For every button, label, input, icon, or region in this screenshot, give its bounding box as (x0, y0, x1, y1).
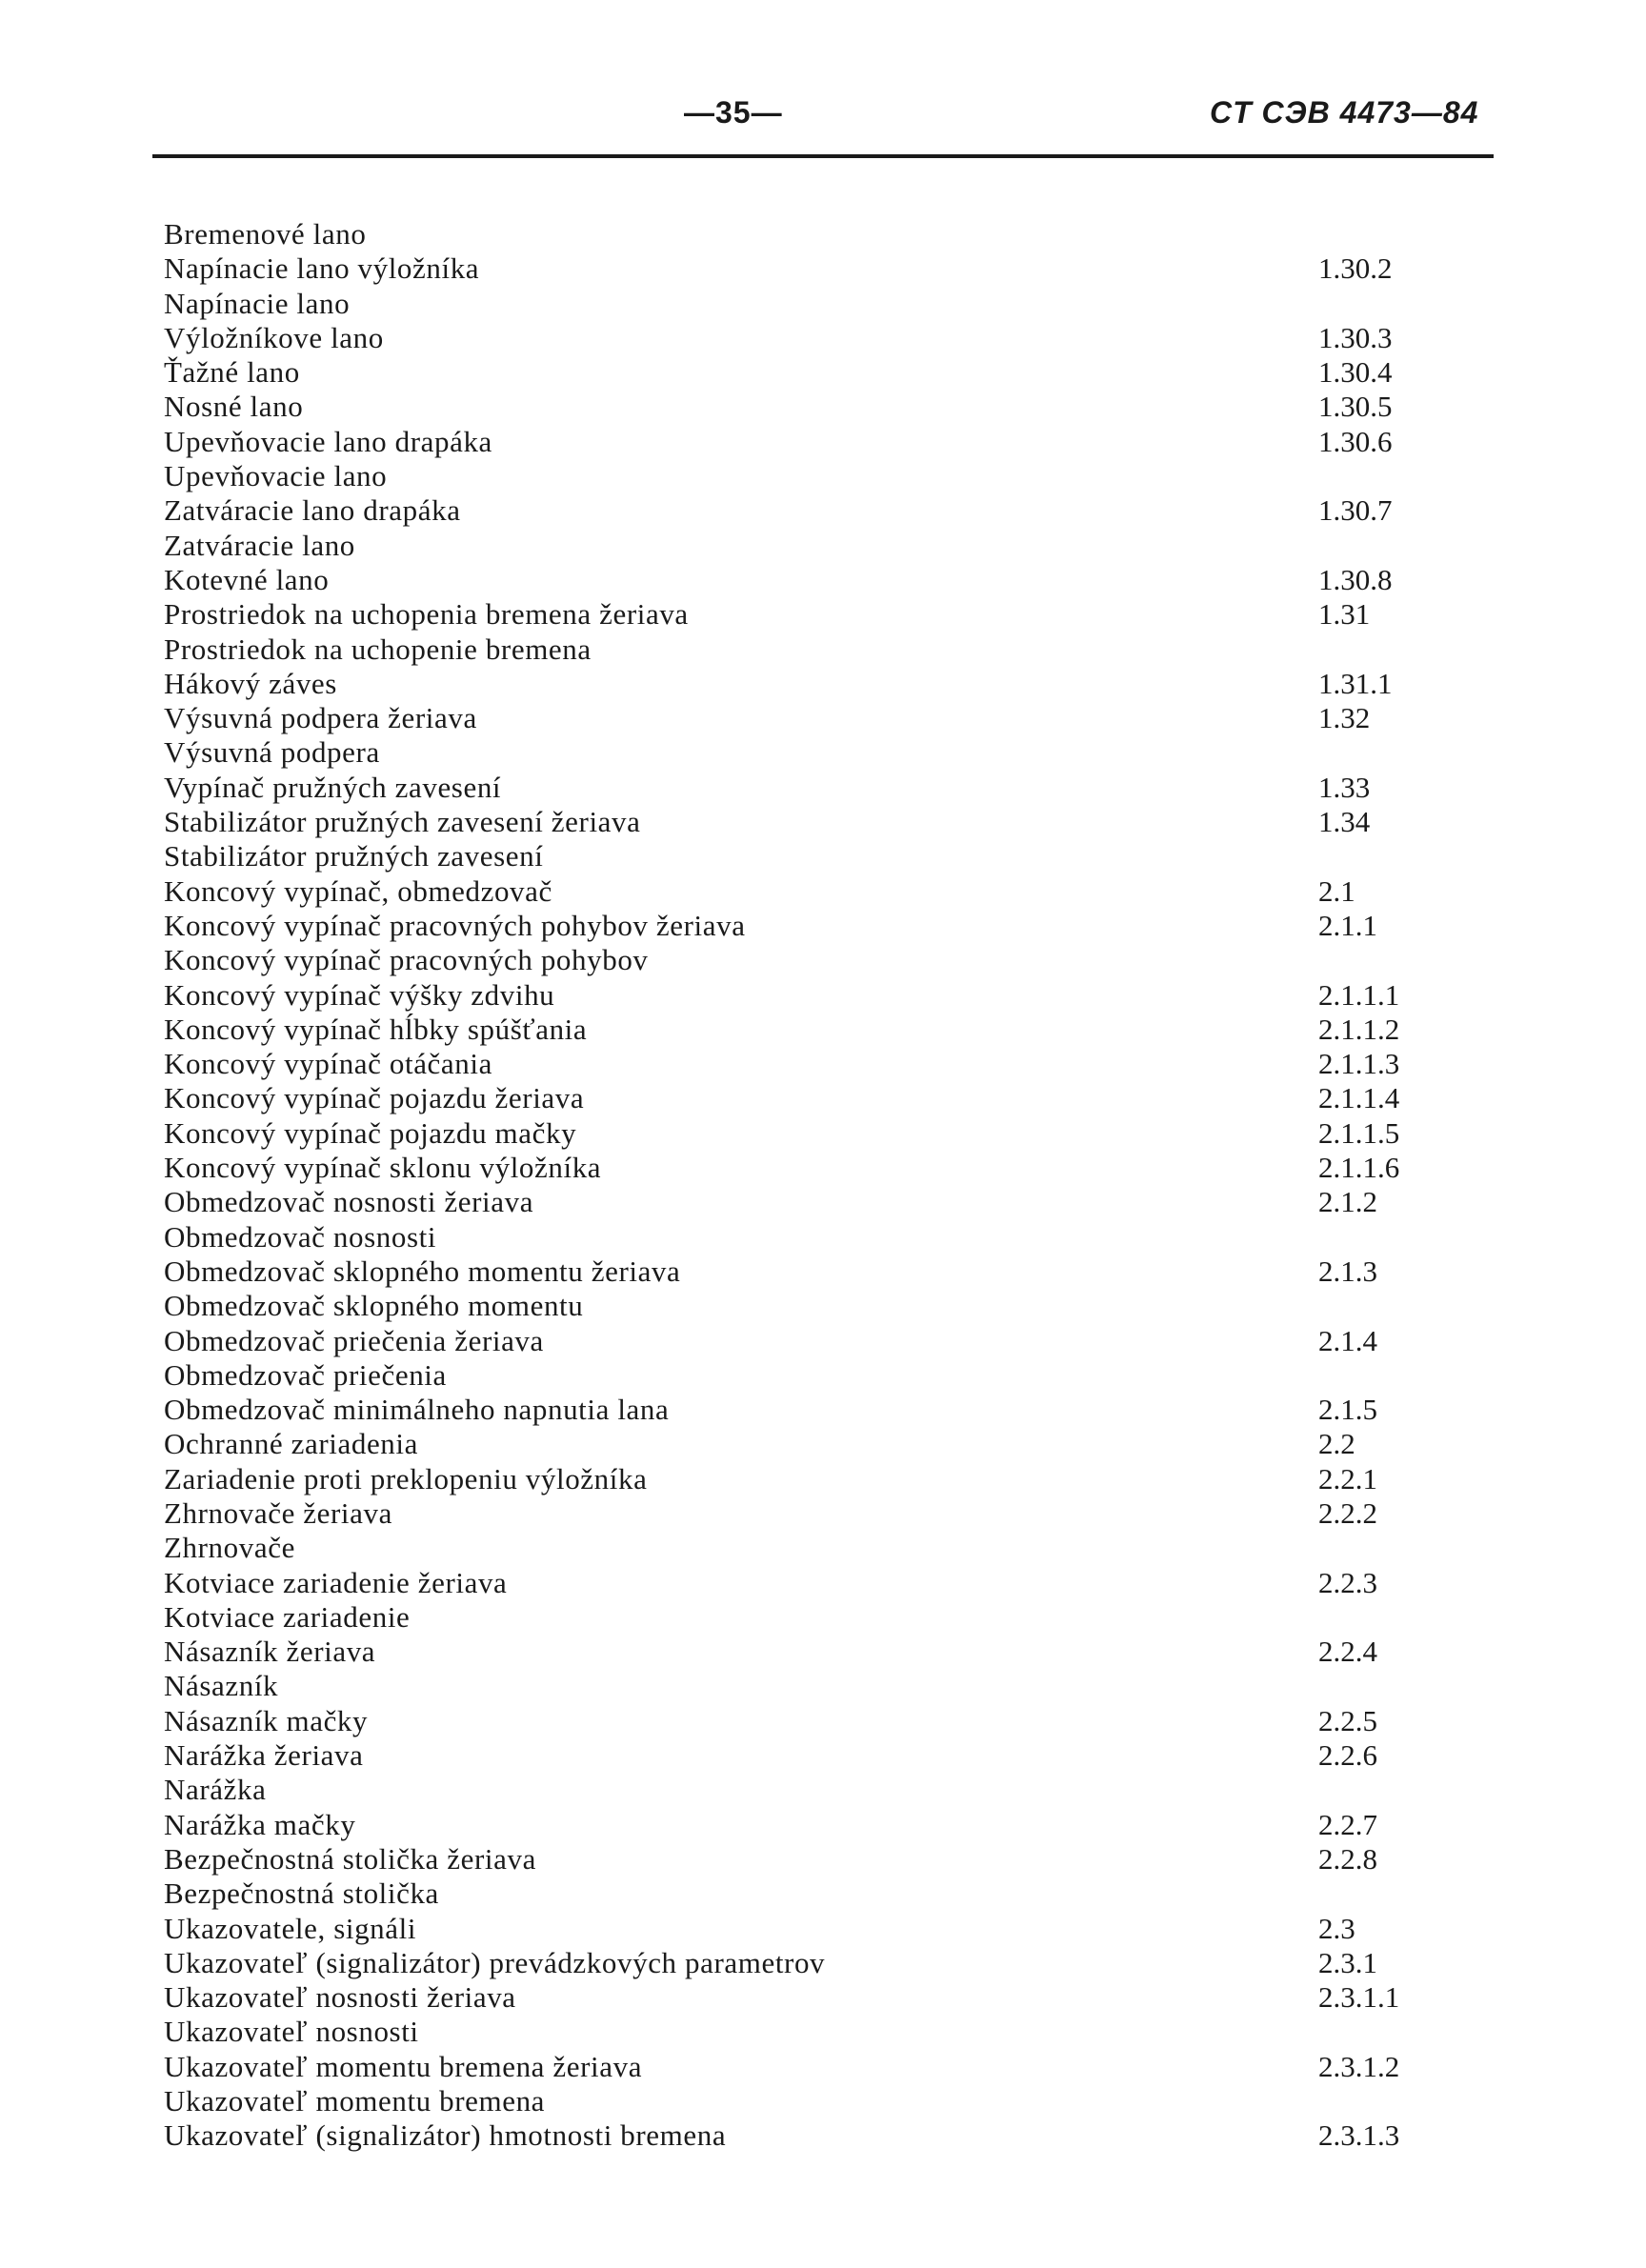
list-item (0, 735, 1646, 770)
section-code: 2.2.1 (1318, 1461, 1377, 1495)
term-text: Obmedzovač nosnosti (164, 1219, 437, 1254)
section-code: 2.3.1 (1318, 1945, 1377, 1979)
term-text: Obmedzovač priečenia (164, 1357, 447, 1392)
section-code: 2.2.5 (1318, 1703, 1377, 1737)
term-text: Napínacie lano výložníka (164, 251, 480, 286)
list-item (0, 874, 1646, 909)
section-code: 1.32 (1318, 701, 1371, 735)
term-text: Ukazovateľ momentu bremena (164, 2084, 546, 2118)
list-item (0, 1081, 1646, 1115)
list-item (0, 1842, 1646, 1877)
list-item (0, 597, 1646, 632)
section-code: 1.30.7 (1318, 493, 1393, 528)
list-item (0, 839, 1646, 873)
term-text: Násazník (164, 1669, 279, 1703)
section-code: 2.2.6 (1318, 1738, 1377, 1773)
term-text: Koncový vypínač sklonu výložníka (164, 1151, 602, 1185)
section-code: 1.30.2 (1318, 251, 1393, 286)
term-text: Narážka žeriava (164, 1738, 364, 1773)
list-item (0, 805, 1646, 839)
term-text: Ukazovateľ nosnosti žeriava (164, 1980, 516, 2015)
term-text: Kotviace zariadenie žeriava (164, 1565, 508, 1599)
term-text: Koncový vypínač pracovných pohybov (164, 943, 649, 977)
term-text: Ukazovateľ momentu bremena žeriava (164, 2049, 643, 2083)
section-code: 2.1.3 (1318, 1254, 1377, 1288)
section-code: 1.30.5 (1318, 390, 1393, 424)
section-code: 2.3.1.1 (1318, 1980, 1400, 2015)
term-text: Výsuvná podpera žeriava (164, 701, 477, 735)
list-item (0, 1185, 1646, 1219)
section-code: 1.30.8 (1318, 562, 1393, 596)
list-item (0, 1427, 1646, 1461)
term-text: Ukazovateľ nosnosti (164, 2015, 419, 2049)
list-item (0, 529, 1646, 563)
term-text: Ťažné lano (164, 355, 300, 390)
term-text: Ukazovatele, signáli (164, 1911, 417, 1945)
list-item (0, 701, 1646, 735)
list-item (0, 978, 1646, 1013)
term-text: Bremenové lano (164, 217, 367, 251)
term-text: Zhrnovače žeriava (164, 1495, 392, 1530)
term-text: Obmedzovač nosnosti žeriava (164, 1185, 534, 1219)
list-item (0, 1566, 1646, 1600)
term-text: Koncový vypínač otáčania (164, 1047, 492, 1081)
section-code: 2.2.7 (1318, 1807, 1377, 1841)
list-item (0, 321, 1646, 355)
term-text: Koncový vypínač hĺbky spúšťania (164, 1012, 588, 1046)
list-item (0, 1047, 1646, 1081)
list-item (0, 1462, 1646, 1496)
section-code: 2.3.1.3 (1318, 2118, 1400, 2153)
term-text: Ukazovateľ (signalizátor) prevádzkových parametrov (164, 1945, 826, 1979)
term-text: Narážka mačky (164, 1807, 356, 1841)
term-text: Výložníkove lano (164, 320, 384, 354)
list-item (0, 1912, 1646, 1946)
term-text: Násazník mačky (164, 1703, 369, 1737)
term-text: Zatváracie lano drapáka (164, 493, 461, 528)
list-item (0, 1980, 1646, 2015)
term-text: Koncový vypínač pojazdu mačky (164, 1115, 577, 1150)
term-text: Obmedzovač sklopného momentu žeriava (164, 1254, 681, 1288)
term-text: Výsuvná podpera (164, 735, 380, 770)
page-number: —35— (684, 95, 783, 130)
term-text: Koncový vypínač výšky zdvihu (164, 977, 555, 1012)
term-text: Vypínač pružných zavesení (164, 770, 502, 804)
section-code: 2.1.1.1 (1318, 977, 1400, 1012)
term-text: Bezpečnostná stolička žeriava (164, 1841, 536, 1876)
list-item (0, 1220, 1646, 1254)
term-text: Koncový vypínač pracovných pohybov žeriava (164, 908, 746, 942)
term-text: Prostriedok na uchopenia bremena žeriava (164, 597, 689, 632)
list-item (0, 1324, 1646, 1358)
list-item (0, 1946, 1646, 1980)
term-text: Obmedzovač minimálneho napnutia lana (164, 1393, 670, 1427)
list-item (0, 1254, 1646, 1289)
list-item (0, 1358, 1646, 1393)
list-item (0, 2050, 1646, 2084)
list-item (0, 1496, 1646, 1531)
term-text: Stabilizátor pružných zavesení žeriava (164, 805, 641, 839)
term-text: Napínacie lano (164, 286, 351, 320)
list-item (0, 217, 1646, 251)
term-text: Hákový záves (164, 666, 337, 700)
list-item (0, 1808, 1646, 1842)
list-item (0, 459, 1646, 493)
section-code: 2.2.4 (1318, 1635, 1377, 1669)
section-code: 2.1.1 (1318, 908, 1377, 942)
term-text: Narážka (164, 1773, 267, 1807)
section-code: 2.3.1.2 (1318, 2049, 1400, 2083)
list-item (0, 1393, 1646, 1427)
section-code: 2.1 (1318, 873, 1355, 908)
list-item (0, 771, 1646, 805)
section-code: 1.34 (1318, 805, 1371, 839)
section-code: 2.1.5 (1318, 1393, 1377, 1427)
term-text: Stabilizátor pružných zavesení (164, 839, 544, 873)
list-item (0, 1738, 1646, 1773)
term-list (0, 217, 1646, 2154)
term-text: Nosné lano (164, 390, 304, 424)
list-item (0, 1773, 1646, 1807)
term-text: Kotevné lano (164, 562, 330, 596)
term-text: Prostriedok na uchopenie bremena (164, 632, 592, 666)
list-item (0, 632, 1646, 667)
list-item (0, 1600, 1646, 1635)
term-text: Ukazovateľ (signalizátor) hmotnosti bremena (164, 2118, 727, 2153)
section-code: 1.33 (1318, 770, 1371, 804)
section-code: 2.1.1.4 (1318, 1081, 1400, 1115)
term-text: Upevňovacie lano (164, 459, 388, 493)
list-item (0, 943, 1646, 977)
section-code: 2.1.4 (1318, 1323, 1377, 1357)
list-item (0, 2118, 1646, 2153)
list-item (0, 909, 1646, 943)
term-text: Zatváracie lano (164, 528, 355, 562)
section-code: 1.30.6 (1318, 424, 1393, 458)
list-item (0, 1151, 1646, 1185)
section-code: 2.1.1.6 (1318, 1151, 1400, 1185)
list-item (0, 1877, 1646, 1911)
list-item (0, 563, 1646, 597)
list-item (0, 1289, 1646, 1323)
section-code: 2.2.3 (1318, 1565, 1377, 1599)
header-rule (152, 154, 1494, 158)
term-text: Kotviace zariadenie (164, 1599, 411, 1634)
list-item (0, 287, 1646, 321)
section-code: 1.30.4 (1318, 355, 1393, 390)
term-text: Obmedzovač sklopného momentu (164, 1289, 584, 1323)
section-code: 2.1.2 (1318, 1185, 1377, 1219)
section-code: 1.31.1 (1318, 666, 1393, 700)
list-item (0, 667, 1646, 701)
list-item (0, 1669, 1646, 1703)
section-code: 2.1.1.2 (1318, 1012, 1400, 1046)
section-code: 2.1.1.3 (1318, 1047, 1400, 1081)
list-item (0, 425, 1646, 459)
list-item (0, 1635, 1646, 1669)
section-code: 2.2.8 (1318, 1841, 1377, 1876)
list-item (0, 2015, 1646, 2049)
list-item (0, 1013, 1646, 1047)
term-text: Obmedzovač priečenia žeriava (164, 1323, 544, 1357)
list-item (0, 2084, 1646, 2118)
term-text: Upevňovacie lano drapáka (164, 424, 492, 458)
list-item (0, 251, 1646, 286)
section-code: 1.30.3 (1318, 320, 1393, 354)
term-text: Násazník žeriava (164, 1635, 376, 1669)
section-code: 1.31 (1318, 597, 1371, 632)
list-item (0, 390, 1646, 424)
term-text: Ochranné zariadenia (164, 1427, 418, 1461)
section-code: 2.3 (1318, 1911, 1355, 1945)
section-code: 2.1.1.5 (1318, 1115, 1400, 1150)
list-item (0, 355, 1646, 390)
term-text: Zariadenie proti preklopeniu výložníka (164, 1461, 648, 1495)
document-code: CT CЭB 4473—84 (1210, 95, 1479, 130)
section-code: 2.2 (1318, 1427, 1355, 1461)
term-text: Zhrnovače (164, 1531, 295, 1565)
section-code: 2.2.2 (1318, 1495, 1377, 1530)
term-text: Bezpečnostná stolička (164, 1877, 439, 1911)
list-item (0, 1116, 1646, 1151)
list-item (0, 493, 1646, 528)
term-text: Koncový vypínač, obmedzovač (164, 873, 552, 908)
list-item (0, 1531, 1646, 1565)
list-item (0, 1704, 1646, 1738)
term-text: Koncový vypínač pojazdu žeriava (164, 1081, 585, 1115)
